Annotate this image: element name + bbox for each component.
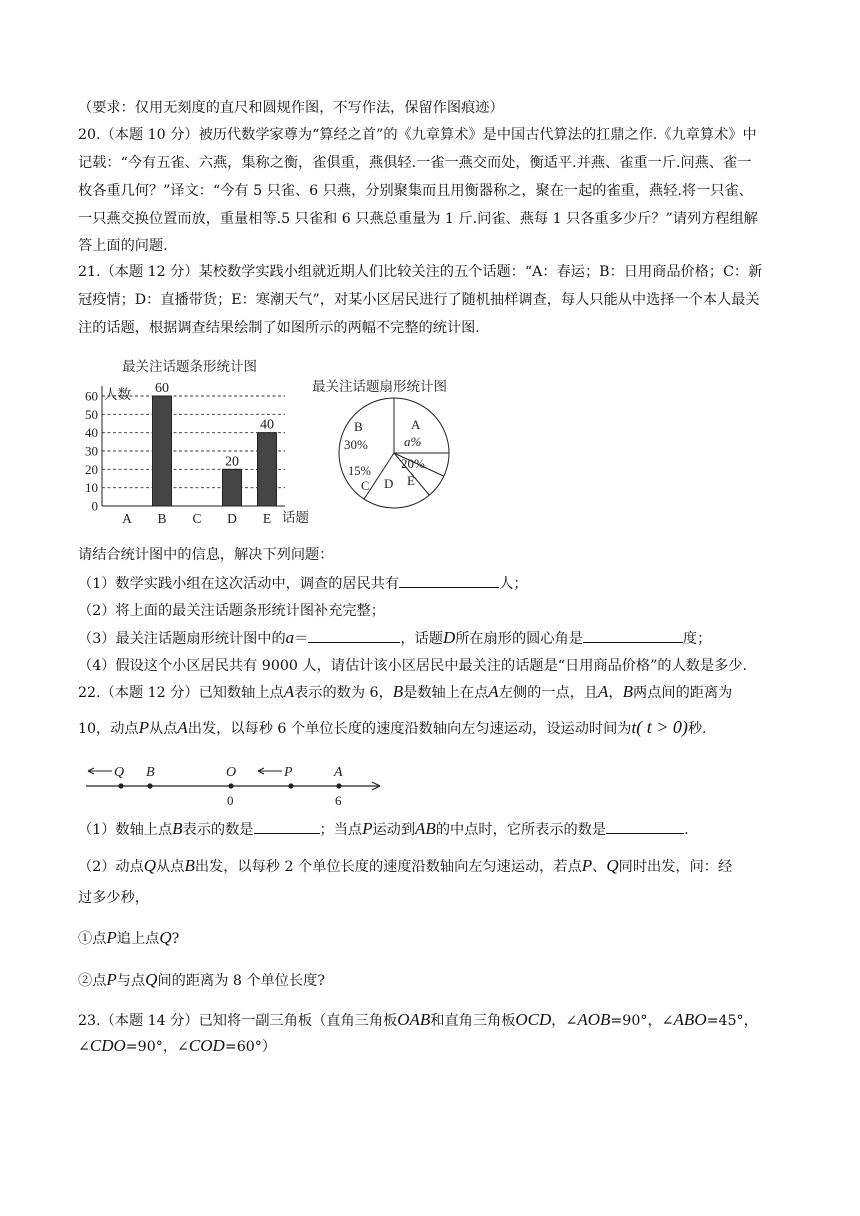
q23-text-1c: ，∠	[551, 1013, 578, 1029]
label-B: B	[146, 765, 155, 780]
q22-sub1-e: 的中点时，它所表示的数是	[435, 822, 607, 838]
bar-data-label-D: 20	[225, 454, 239, 470]
angle-ABO: ABO	[673, 1010, 707, 1029]
q22-sub2-e: 同时出发，问：经	[618, 859, 733, 875]
q21-line-1: 21.（本题 12 分）某校数学实践小组就近期人们比较关注的五个话题：“A：春运；B：日用商品价格；C：新	[78, 264, 763, 280]
var-B: B	[184, 856, 195, 875]
q21-part-4: （4）假设这个小区居民共有 9000 人，请估计该小区居民中最关注的话题是“日用商品价格”的人数是多少.	[78, 658, 748, 674]
value-45: =45°	[706, 1013, 744, 1029]
y-tick-label: 30	[85, 443, 98, 459]
answer-blank-B[interactable]	[254, 819, 320, 834]
q23-text-1a: 23.（本题 14 分）已知将一副三角板（直角三角板	[78, 1013, 398, 1029]
pie-label-B: B	[354, 419, 363, 434]
label-O: O	[226, 765, 237, 780]
point-P	[288, 783, 293, 788]
q22-text-2d: 秒.	[687, 721, 707, 737]
var-OAB: OAB	[397, 1010, 431, 1029]
bar-data-label-E: 40	[260, 417, 274, 433]
q23-text-1b: 和直角三角板	[430, 1013, 516, 1029]
var-B: B	[172, 819, 183, 838]
answer-blank-total[interactable]	[399, 573, 499, 588]
q22-c1-a: ①点	[78, 931, 107, 947]
value-60: =60°	[224, 1039, 262, 1055]
q22-sub1-b: 表示的数是	[182, 822, 254, 838]
bar-E	[258, 433, 277, 506]
var-B: B	[622, 682, 633, 701]
q22-c2-c: 间的距离为 8 个单位长度?	[157, 973, 325, 989]
pie-pct-C: 15%	[348, 464, 371, 478]
label-Q: Q	[114, 765, 125, 780]
bar-B	[153, 396, 172, 506]
pie-pct-E: 20%	[401, 456, 425, 471]
q23-line-1	[78, 1010, 758, 1031]
q20-line-4: 一只燕交换位置而放，重量相等.5 只雀和 6 只燕总重量为 1 斤.问雀、燕每 1 只各重多少斤？”请列方程组解	[78, 211, 758, 227]
tick-label-6: 6	[335, 793, 342, 808]
q21-p1-post: 人；	[499, 576, 528, 592]
q21-p3-post2: 度；	[682, 631, 712, 647]
q22-c1-c: ?	[171, 931, 180, 947]
q21-p3-text: （3）最关注话题扇形统计图中的	[78, 631, 286, 647]
var-P: P	[362, 819, 373, 838]
answer-blank-angle[interactable]	[583, 628, 683, 643]
q21-line-3: 注的话题，根据调查结果绘制了如图所示的两幅不完整的统计图.	[78, 320, 480, 336]
var-B: B	[392, 682, 404, 701]
pie-label-D: D	[384, 476, 394, 491]
pie-chart	[300, 372, 500, 512]
answer-blank-a[interactable]	[308, 628, 400, 643]
x-tick-label: A	[122, 511, 132, 526]
pie-pct-A: a%	[404, 434, 422, 449]
var-P: P	[138, 718, 150, 737]
q20-line-5: 答上面的问题.	[78, 238, 168, 254]
q22-c1-b: 追上点	[116, 931, 160, 947]
q22-sub1-c: ；当点	[319, 822, 363, 838]
pie-chart-title: 最关注话题扇形统计图	[312, 379, 447, 395]
q22-text-1e: ，	[608, 685, 623, 701]
var-Q: Q	[606, 856, 619, 875]
angle-COD: COD	[188, 1036, 225, 1055]
q22-sub2-a: （2）动点	[78, 859, 144, 875]
var-A: A	[177, 718, 188, 737]
q22-c2-a: ②点	[78, 973, 107, 989]
x-tick-label: D	[227, 511, 237, 526]
q22-c2-b: 与点	[116, 973, 146, 989]
bar-chart-title: 最关注话题条形统计图	[122, 359, 257, 375]
q21-part-2: （2）将上面的最关注话题条形统计图补充完整；	[78, 603, 385, 619]
q23-text-2b: ，∠	[162, 1039, 189, 1055]
var-Q: Q	[143, 856, 157, 875]
pie-label-A: A	[411, 417, 421, 432]
x-tick-label: E	[262, 511, 272, 526]
var-OCD: OCD	[515, 1010, 552, 1029]
label-A: A	[334, 765, 343, 780]
point-B	[147, 783, 152, 788]
var-a: a	[285, 628, 295, 647]
var-A: A	[598, 682, 609, 701]
q20-line-1: 20.（本题 10 分）被历代数学家尊为“算经之首”的《九章算术》是中国古代算法的扛鼎之作.《九章算术》中	[78, 127, 757, 143]
q21-part-1	[78, 573, 528, 594]
q21-p3-mid: ，话题	[400, 631, 443, 647]
q22-text-1a: 22.（本题 12 分）已知数轴上点	[78, 685, 284, 701]
var-P: P	[581, 856, 593, 875]
bar-chart	[80, 352, 320, 532]
q21-after-charts: 请结合统计图中的信息，解决下列问题：	[78, 547, 334, 563]
q22-sub1-a: （1）数轴上点	[78, 822, 173, 838]
y-tick-label: 60	[85, 388, 98, 404]
value-90b: =90°	[125, 1039, 163, 1055]
q22-sub-2-line-2: 过多少秒，	[78, 890, 149, 906]
q22-sub-1	[78, 819, 689, 840]
q22-text-1d: 左侧的一点，且	[498, 685, 599, 701]
point-Q	[118, 783, 123, 788]
pie-label-C: C	[361, 479, 370, 493]
q22-text-1b: 表示的数为 6，	[294, 685, 393, 701]
q22-sub-2	[78, 856, 732, 877]
point-A	[336, 783, 341, 788]
q23-text-2a: ∠	[78, 1039, 90, 1055]
answer-blank-midpoint[interactable]	[606, 819, 684, 834]
value-90: =90°	[610, 1013, 648, 1029]
q23-text-1e: ，	[743, 1013, 758, 1029]
q20-line-3: 枚各重几何？”译文：“今有 5 只雀、6 只燕，分别聚集而且用衡器称之，聚在一起的雀重，燕轻.将一只雀、	[78, 183, 753, 199]
q22-sub1-d: 运动到	[372, 822, 416, 838]
angle-AOB: AOB	[577, 1010, 611, 1029]
point-O	[228, 783, 233, 788]
q22-line-2	[78, 717, 707, 739]
tick-label-0: 0	[227, 793, 234, 808]
var-Q: Q	[159, 928, 172, 947]
y-tick-label: 10	[85, 480, 98, 496]
q22-case-2	[78, 970, 325, 991]
q22-text-1f: 两点间的距离为	[633, 685, 733, 701]
q21-p3-post1: 所在扇形的圆心角是	[455, 631, 583, 647]
bar-D	[223, 469, 242, 506]
y-tick-label: 0	[91, 498, 98, 514]
x-tick-label: C	[192, 511, 202, 526]
q22-sub2-d: 、	[592, 859, 607, 875]
q21-part-3	[78, 628, 711, 649]
pie-label-E: E	[407, 473, 415, 488]
pie-pct-B: 30%	[344, 437, 368, 452]
x-tick-label: B	[157, 511, 167, 526]
requirement-text: （要求：仅用无刻度的直尺和圆规作图，不写作法，保留作图痕迹）	[78, 100, 504, 116]
equals-sign: ＝	[294, 631, 309, 647]
x-axis-categories	[122, 511, 271, 526]
y-tick-label: 40	[85, 425, 98, 441]
y-axis-ticks	[85, 389, 98, 514]
q22-text-2c: 出发，以每秒 6 个单位长度的速度沿数轴向左匀速运动，设运动时间为	[187, 721, 632, 737]
q22-text-1c: 是数轴上在点	[403, 685, 489, 701]
number-line-figure	[80, 758, 400, 814]
q20-line-2: 记载：“今有五雀、六燕，集称之衡，雀俱重，燕俱轻.一雀一燕交而处，衡适平.并燕、雀重一斤.问燕、雀一	[78, 155, 752, 171]
y-tick-label: 20	[85, 461, 98, 477]
var-A: A	[283, 682, 295, 701]
bar-data-label-B: 60	[155, 381, 169, 396]
q21-line-2: 冠疫情；D：直播带货；E：寒潮天气”，对某小区居民进行了随机抽样调查，每人只能从中选择一个本人最关	[78, 292, 760, 308]
var-t: t	[631, 718, 637, 737]
t-condition: ( t > 0)	[636, 717, 688, 737]
q22-sub2-c: 出发，以每秒 2 个单位长度的速度沿数轴向左匀速运动，若点	[194, 859, 582, 875]
var-Q: Q	[145, 970, 158, 989]
var-D: D	[442, 628, 456, 647]
bar-chart-xlabel: 话题	[282, 510, 309, 526]
var-A: A	[488, 682, 499, 701]
q22-case-1	[78, 928, 179, 949]
var-AB: AB	[415, 819, 436, 838]
q22-text-2a: 10，动点	[78, 721, 139, 737]
var-P: P	[106, 928, 117, 947]
q23-text-1d: ，∠	[647, 1013, 674, 1029]
label-P: P	[284, 765, 293, 780]
q22-sub1-f: .	[684, 822, 689, 838]
q22-sub2-b: 从点	[156, 859, 185, 875]
q23-line-2	[78, 1036, 276, 1057]
q22-text-2b: 从点	[149, 721, 178, 737]
q21-p1-text: （1）数学实践小组在这次活动中，调查的居民共有	[78, 576, 400, 592]
var-P: P	[106, 970, 117, 989]
y-tick-label: 50	[85, 406, 98, 422]
q22-line-1	[78, 682, 732, 703]
bar-chart-ylabel: 人数	[104, 387, 131, 403]
q23-text-2c: ）	[261, 1039, 277, 1055]
angle-CDO: CDO	[89, 1036, 126, 1055]
